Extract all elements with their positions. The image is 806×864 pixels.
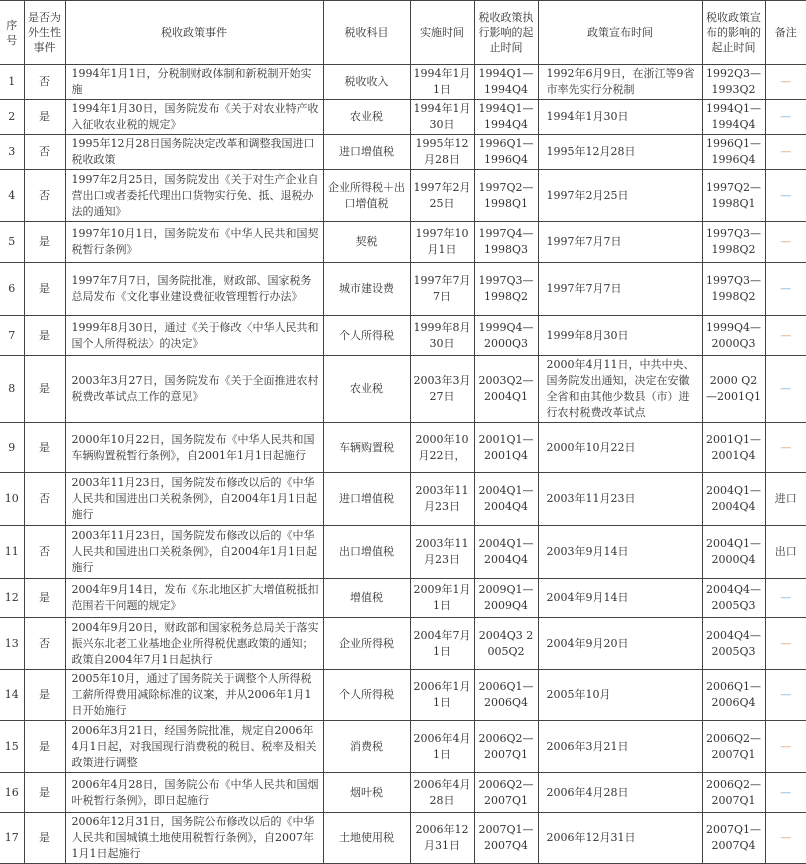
policy-event: 2006年4月28日，国务院公布《中华人民共和国烟叶税暂行条例》，即日起施行 — [65, 773, 323, 813]
header-subject: 税收科目 — [323, 1, 410, 65]
execution-impact-range: 2004Q1—2004Q4 — [474, 473, 538, 526]
table-row — [0, 618, 806, 670]
row-number: 8 — [0, 356, 24, 423]
announcement-impact-range: 1994Q1—1994Q4 — [702, 100, 765, 135]
tax-subject: 农业税 — [323, 100, 410, 135]
announcement-impact-range: 2000 Q2—2001Q1 — [702, 356, 765, 423]
row-number: 3 — [0, 135, 24, 170]
row-number: 9 — [0, 423, 24, 473]
execution-impact-range: 1996Q1—1996Q4 — [474, 135, 538, 170]
exogenous-flag: 是 — [24, 356, 65, 423]
tax-subject: 增值税 — [323, 579, 410, 618]
header-exec-range: 税收政策执行影响的起止时间 — [474, 1, 538, 65]
note: — — [765, 100, 806, 135]
table-row — [0, 813, 806, 864]
note: — — [765, 316, 806, 356]
announcement-time: 2005年10月 — [538, 670, 702, 721]
implementation-time: 1997年10月1日 — [410, 222, 474, 263]
policy-event: 1997年7月7日，国务院批准，财政部、国家税务总局发布《文化事业建设费征收管理暂行办法》 — [65, 263, 323, 316]
row-number: 7 — [0, 316, 24, 356]
exogenous-flag: 是 — [24, 773, 65, 813]
policy-event: 2003年3月27日，国务院发布《关于全面推进农村税费改革试点工作的意见》 — [65, 356, 323, 423]
announcement-time: 2004年9月14日 — [538, 579, 702, 618]
tax-subject: 烟叶税 — [323, 773, 410, 813]
note: — — [765, 721, 806, 773]
announcement-time: 1997年7月7日 — [538, 263, 702, 316]
table-row — [0, 100, 806, 135]
row-number: 14 — [0, 670, 24, 721]
announcement-time: 1994年1月30日 — [538, 100, 702, 135]
policy-event: 2000年10月22日，国务院发布《中华人民共和国车辆购置税暂行条例》，自2001年1月1日起施行 — [65, 423, 323, 473]
exogenous-flag: 否 — [24, 170, 65, 222]
implementation-time: 2006年1月1日 — [410, 670, 474, 721]
announcement-impact-range: 2004Q4—2005Q3 — [702, 579, 765, 618]
header-event: 税收政策事件 — [65, 1, 323, 65]
policy-event: 2003年11月23日，国务院发布修改以后的《中华人民共和国进出口关税条例》，自2004年1月1日起施行 — [65, 526, 323, 579]
exogenous-flag: 否 — [24, 65, 65, 100]
note: — — [765, 423, 806, 473]
announcement-impact-range: 1997Q2—1998Q1 — [702, 170, 765, 222]
announcement-time: 2003年9月14日 — [538, 526, 702, 579]
policy-event: 1994年1月1日，分税制财政体制和新税制开始实施 — [65, 65, 323, 100]
table-row — [0, 721, 806, 773]
policy-event: 2006年3月21日，经国务院批准，规定自2006年4月1日起，对我国现行消费税的税目、税率及相关政策进行调整 — [65, 721, 323, 773]
announcement-time: 2004年9月20日 — [538, 618, 702, 670]
exogenous-flag: 是 — [24, 222, 65, 263]
row-number: 11 — [0, 526, 24, 579]
table-row — [0, 670, 806, 721]
note: — — [765, 813, 806, 864]
execution-impact-range: 1997Q3—1998Q2 — [474, 263, 538, 316]
policy-event: 1995年12月28日国务院决定改革和调整我国进口税收政策 — [65, 135, 323, 170]
header-announce-time: 政策宣布时间 — [538, 1, 702, 65]
announcement-impact-range: 2006Q2—2007Q1 — [702, 721, 765, 773]
implementation-time: 2004年7月1日 — [410, 618, 474, 670]
implementation-time: 1995年12月28日 — [410, 135, 474, 170]
tax-subject: 农业税 — [323, 356, 410, 423]
execution-impact-range: 2003Q2—2004Q1 — [474, 356, 538, 423]
tax-subject: 个人所得税 — [323, 316, 410, 356]
execution-impact-range: 2006Q2—2007Q1 — [474, 721, 538, 773]
header-note: 备注 — [765, 1, 806, 65]
row-number: 16 — [0, 773, 24, 813]
announcement-impact-range: 2007Q1—2007Q4 — [702, 813, 765, 864]
execution-impact-range: 2006Q2—2007Q1 — [474, 773, 538, 813]
announcement-impact-range: 1992Q3—1993Q2 — [702, 65, 765, 100]
policy-event: 2005年10月，通过了国务院关于调整个人所得税工薪所得费用减除标准的议案，并从2006年1月1日开始施行 — [65, 670, 323, 721]
exogenous-flag: 否 — [24, 618, 65, 670]
header-announce-range: 税收政策宣布的影响的起止时间 — [702, 1, 765, 65]
note: 出口 — [765, 526, 806, 579]
announcement-impact-range: 2004Q1—2000Q4 — [702, 526, 765, 579]
row-number: 6 — [0, 263, 24, 316]
tax-subject: 出口增值税 — [323, 526, 410, 579]
row-number: 17 — [0, 813, 24, 864]
exogenous-flag: 是 — [24, 721, 65, 773]
note: — — [765, 670, 806, 721]
note: — — [765, 618, 806, 670]
announcement-impact-range: 2006Q2—2007Q1 — [702, 773, 765, 813]
implementation-time: 1997年7月7日 — [410, 263, 474, 316]
tax-subject: 土地使用税 — [323, 813, 410, 864]
announcement-time: 1997年7月7日 — [538, 222, 702, 263]
implementation-time: 2006年12月31日 — [410, 813, 474, 864]
table-row — [0, 65, 806, 100]
table-row — [0, 473, 806, 526]
announcement-time: 2000年4月11日，中共中央、国务院发出通知，决定在安徽全省和由其他少数县（市）进行农村税费改革试点 — [538, 356, 702, 423]
note: — — [765, 356, 806, 423]
policy-event: 1994年1月30日，国务院发布《关于对农业特产收入征收农业税的规定》 — [65, 100, 323, 135]
implementation-time: 2000年10月22日， — [410, 423, 474, 473]
tax-subject: 城市建设费 — [323, 263, 410, 316]
note: — — [765, 263, 806, 316]
announcement-time: 2006年12月31日 — [538, 813, 702, 864]
row-number: 15 — [0, 721, 24, 773]
implementation-time: 1994年1月30日 — [410, 100, 474, 135]
row-number: 10 — [0, 473, 24, 526]
exogenous-flag: 否 — [24, 135, 65, 170]
policy-event: 2004年9月20日，财政部和国家税务总局关于落实振兴东北老工业基地企业所得税优惠政策的通知；政策自2004年7月1日起执行 — [65, 618, 323, 670]
announcement-impact-range: 1996Q1—1996Q4 — [702, 135, 765, 170]
header-exogenous: 是否为外生性事件 — [24, 1, 65, 65]
tax-subject: 进口增值税 — [323, 473, 410, 526]
announcement-time: 2006年4月28日 — [538, 773, 702, 813]
row-number: 5 — [0, 222, 24, 263]
execution-impact-range: 2004Q1—2004Q4 — [474, 526, 538, 579]
table-row — [0, 423, 806, 473]
note: — — [765, 135, 806, 170]
note: 进口 — [765, 473, 806, 526]
implementation-time: 2003年11月23日 — [410, 473, 474, 526]
header-row — [0, 1, 806, 65]
policy-event: 1997年2月25日，国务院发出《关于对生产企业自营出口或者委托代理出口货物实行免、抵、退税办法的通知》 — [65, 170, 323, 222]
implementation-time: 2003年11月23日 — [410, 526, 474, 579]
announcement-time: 2000年10月22日 — [538, 423, 702, 473]
tax-subject: 企业所得税 — [323, 618, 410, 670]
policy-event: 1997年10月1日，国务院发布《中华人民共和国契税暂行条例》 — [65, 222, 323, 263]
tax-subject: 企业所得税＋出口增值税 — [323, 170, 410, 222]
announcement-time: 1997年2月25日 — [538, 170, 702, 222]
policy-event: 2003年11月23日，国务院发布修改以后的《中华人民共和国进出口关税条例》，自2004年1月1日起施行 — [65, 473, 323, 526]
policy-event: 2004年9月14日，发布《东北地区扩大增值税抵扣范围若干问题的规定》 — [65, 579, 323, 618]
exogenous-flag: 是 — [24, 813, 65, 864]
exogenous-flag: 是 — [24, 423, 65, 473]
execution-impact-range: 1999Q4—2000Q3 — [474, 316, 538, 356]
implementation-time: 2006年4月28日 — [410, 773, 474, 813]
implementation-time: 1994年1月1日 — [410, 65, 474, 100]
row-number: 4 — [0, 170, 24, 222]
note: — — [765, 170, 806, 222]
row-number: 13 — [0, 618, 24, 670]
note: — — [765, 773, 806, 813]
execution-impact-range: 2004Q3 2005Q2 — [474, 618, 538, 670]
announcement-time: 1999年8月30日 — [538, 316, 702, 356]
announcement-impact-range: 2004Q1—2004Q4 — [702, 473, 765, 526]
table-row — [0, 316, 806, 356]
implementation-time: 1999年8月30日 — [410, 316, 474, 356]
execution-impact-range: 1994Q1—1994Q4 — [474, 100, 538, 135]
tax-subject: 个人所得税 — [323, 670, 410, 721]
policy-event: 2006年12月31日，国务院公布修改以后的《中华人民共和国城镇土地使用税暂行条例》，自2007年1月1日起施行 — [65, 813, 323, 864]
execution-impact-range: 1997Q2—1998Q1 — [474, 170, 538, 222]
execution-impact-range: 2009Q1—2009Q4 — [474, 579, 538, 618]
note: — — [765, 579, 806, 618]
table-row — [0, 579, 806, 618]
tax-subject: 车辆购置税 — [323, 423, 410, 473]
execution-impact-range: 2001Q1—2001Q4 — [474, 423, 538, 473]
row-number: 1 — [0, 65, 24, 100]
implementation-time: 2009年1月1日 — [410, 579, 474, 618]
implementation-time: 2003年3月27日 — [410, 356, 474, 423]
implementation-time: 1997年2月25日 — [410, 170, 474, 222]
note: — — [765, 65, 806, 100]
table-row — [0, 170, 806, 222]
announcement-impact-range: 2004Q4—2005Q3 — [702, 618, 765, 670]
announcement-impact-range: 2006Q1—2006Q4 — [702, 670, 765, 721]
announcement-time: 1995年12月28日 — [538, 135, 702, 170]
announcement-impact-range: 1997Q3—1998Q2 — [702, 263, 765, 316]
exogenous-flag: 否 — [24, 526, 65, 579]
execution-impact-range: 1997Q4—1998Q3 — [474, 222, 538, 263]
announcement-time: 2003年11月23日 — [538, 473, 702, 526]
table-row — [0, 526, 806, 579]
exogenous-flag: 是 — [24, 670, 65, 721]
row-number: 12 — [0, 579, 24, 618]
execution-impact-range: 2007Q1—2007Q4 — [474, 813, 538, 864]
exogenous-flag: 是 — [24, 100, 65, 135]
exogenous-flag: 否 — [24, 473, 65, 526]
table-row — [0, 356, 806, 423]
tax-subject: 契税 — [323, 222, 410, 263]
announcement-time: 1992年6月9日，在浙江等9省市率先实行分税制 — [538, 65, 702, 100]
announcement-impact-range: 1999Q4—2000Q3 — [702, 316, 765, 356]
table-row — [0, 222, 806, 263]
table-row — [0, 773, 806, 813]
announcement-time: 2006年3月21日 — [538, 721, 702, 773]
exogenous-flag: 是 — [24, 579, 65, 618]
policy-event: 1999年8月30日，通过《关于修改〈中华人民共和国个人所得税法〉的决定》 — [65, 316, 323, 356]
table-row — [0, 263, 806, 316]
announcement-impact-range: 2001Q1—2001Q4 — [702, 423, 765, 473]
announcement-impact-range: 1997Q3—1998Q2 — [702, 222, 765, 263]
row-number: 2 — [0, 100, 24, 135]
exogenous-flag: 是 — [24, 316, 65, 356]
tax-subject: 进口增值税 — [323, 135, 410, 170]
note: — — [765, 222, 806, 263]
tax-subject: 消费税 — [323, 721, 410, 773]
execution-impact-range: 2006Q1—2006Q4 — [474, 670, 538, 721]
execution-impact-range: 1994Q1—1994Q4 — [474, 65, 538, 100]
exogenous-flag: 是 — [24, 263, 65, 316]
implementation-time: 2006年4月1日 — [410, 721, 474, 773]
header-impl-time: 实施时间 — [410, 1, 474, 65]
header-no: 序号 — [0, 1, 24, 65]
tax-subject: 税收收入 — [323, 65, 410, 100]
table-row — [0, 135, 806, 170]
